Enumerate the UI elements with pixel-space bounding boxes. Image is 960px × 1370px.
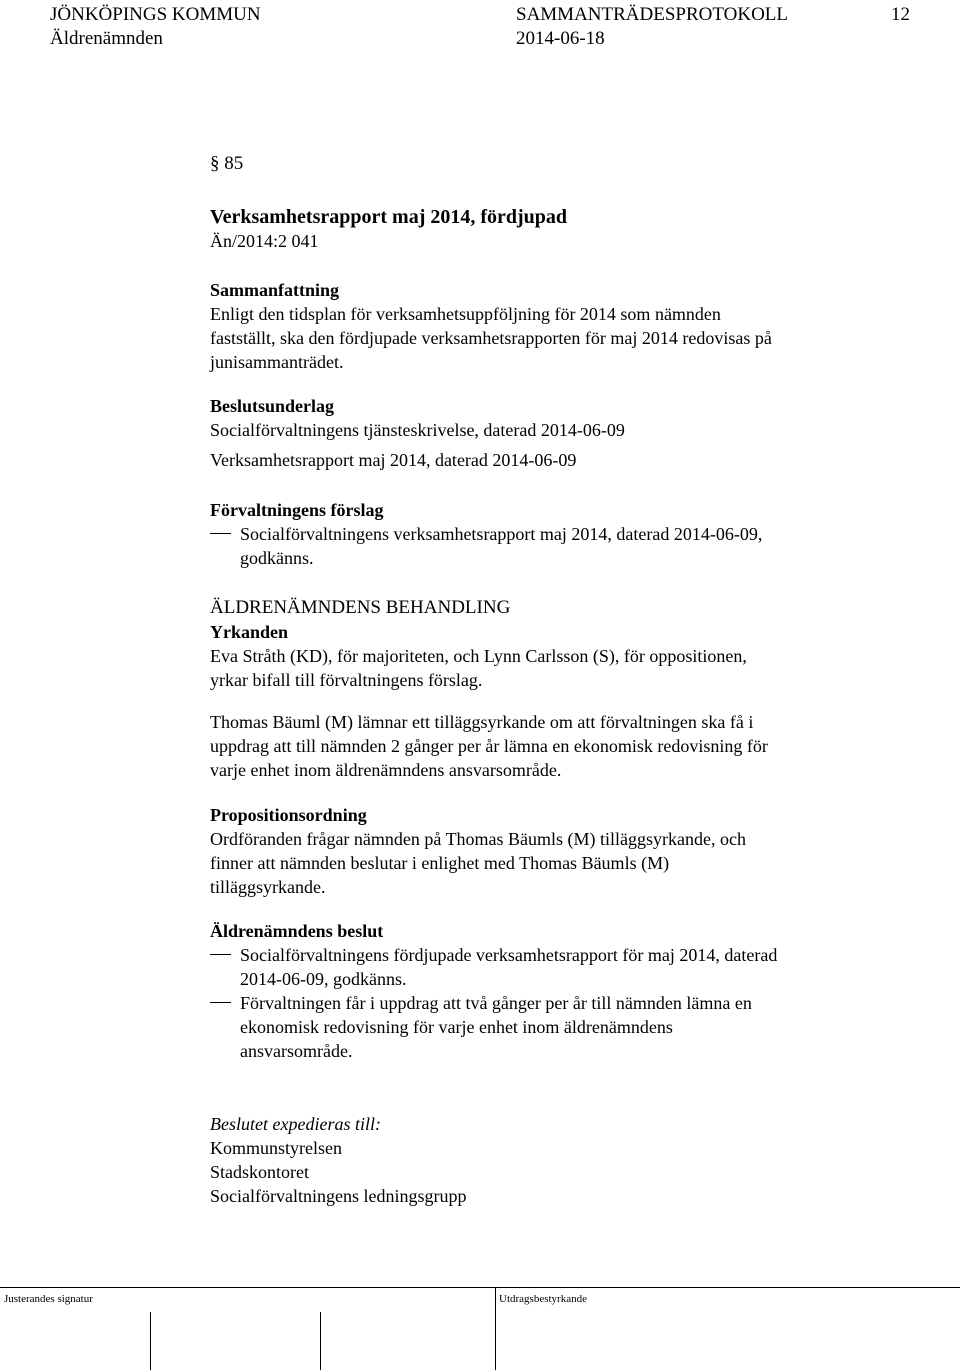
motion-line: varje enhet inom äldrenämndens ansvarsområde. (210, 760, 562, 780)
proposal-heading: Förvaltningens förslag (210, 500, 384, 520)
decision-line: ansvarsområde. (240, 1041, 353, 1061)
signature-box-divider (150, 1312, 151, 1370)
distribution-heading: Beslutet expedieras till: (210, 1114, 381, 1134)
proposition-line: finner att nämnden beslutar i enlighet med Thomas Bäumls (M) (210, 853, 670, 873)
recipient: Stadskontoret (210, 1162, 309, 1182)
motion-line: uppdrag att till nämnden 2 gånger per år lämna en ekonomisk redovisning för (210, 736, 768, 756)
motions-heading: Yrkanden (210, 622, 289, 642)
signature-label: Justerandes signatur (4, 1293, 93, 1305)
summary-line: junisammanträdet. (210, 352, 344, 372)
summary-line: fastställt, ska den fördjupade verksamhetsrapporten för maj 2014 redovisas på (210, 328, 772, 348)
proposal-line: Socialförvaltningens verksamhetsrapport maj 2014, daterad 2014-06-09, (240, 524, 763, 544)
dash-bullet (210, 954, 231, 955)
decision-line: Socialförvaltningens fördjupade verksamhetsrapport för maj 2014, daterad (240, 945, 778, 965)
proposition-order-section (210, 803, 910, 899)
summary-line: Enligt den tidsplan för verksamhetsuppföljning för 2014 som nämnden (210, 304, 721, 324)
footer-rule (0, 1287, 960, 1288)
meeting-date: 2014-06-18 (516, 28, 605, 49)
proposal-section (210, 498, 910, 570)
basis-section (210, 394, 910, 472)
page-number: 12 (891, 4, 910, 25)
basis-heading: Beslutsunderlag (210, 396, 335, 416)
summary-section (210, 278, 910, 374)
basis-item: Verksamhetsrapport maj 2014, daterad 2014-06-09 (210, 450, 577, 470)
case-number: Än/2014:2 041 (210, 231, 319, 251)
certification-label: Utdragsbestyrkande (499, 1293, 587, 1305)
section-number: 85 (224, 153, 244, 174)
decision-line: Förvaltningen får i uppdrag att två gånger per år till nämnden lämna en (240, 993, 752, 1013)
proposal-item (210, 522, 910, 570)
motion-line: Eva Stråth (KD), för majoriteten, och Lynn Carlsson (S), för oppositionen, (210, 646, 747, 666)
decision-heading: Äldrenämndens beslut (210, 921, 384, 941)
treatment-heading: ÄLDRENÄMNDENS BEHANDLING (210, 597, 511, 618)
municipality-name: JÖNKÖPINGS KOMMUN (50, 4, 261, 25)
basis-item: Socialförvaltningens tjänsteskrivelse, daterad 2014-06-09 (210, 420, 625, 440)
dash-bullet (210, 533, 231, 534)
footer-center-divider (495, 1288, 496, 1370)
treatment-section (210, 596, 910, 782)
decision-line: 2014-06-09, godkänns. (240, 969, 407, 989)
summary-heading: Sammanfattning (210, 280, 340, 300)
decision-item (210, 943, 910, 991)
proposition-order-heading: Propositionsordning (210, 805, 367, 825)
signature-box-divider (320, 1312, 321, 1370)
committee-name: Äldrenämnden (50, 28, 163, 49)
recipient: Kommunstyrelsen (210, 1138, 342, 1158)
decision-line: ekonomisk redovisning för varje enhet inom äldrenämndens (240, 1017, 673, 1037)
paragraph-mark: § (210, 153, 220, 174)
distribution-section (210, 1112, 910, 1208)
motion-line: yrkar bifall till förvaltningens förslag. (210, 670, 483, 690)
section-number-line (210, 152, 910, 176)
proposition-line: Ordföranden frågar nämnden på Thomas Bäumls (M) tilläggsyrkande, och (210, 829, 747, 849)
section-header (210, 205, 910, 253)
proposition-line: tilläggsyrkande. (210, 877, 326, 897)
protocol-title: SAMMANTRÄDESPROTOKOLL (516, 4, 789, 25)
motion-line: Thomas Bäuml (M) lämnar ett tilläggsyrkande om att förvaltningen ska få i (210, 712, 754, 732)
proposal-line: godkänns. (240, 548, 314, 568)
decision-item (210, 991, 910, 1063)
decision-section (210, 919, 910, 1063)
recipient: Socialförvaltningens ledningsgrupp (210, 1186, 467, 1206)
dash-bullet (210, 1002, 231, 1003)
section-title: Verksamhetsrapport maj 2014, fördjupad (210, 206, 568, 228)
